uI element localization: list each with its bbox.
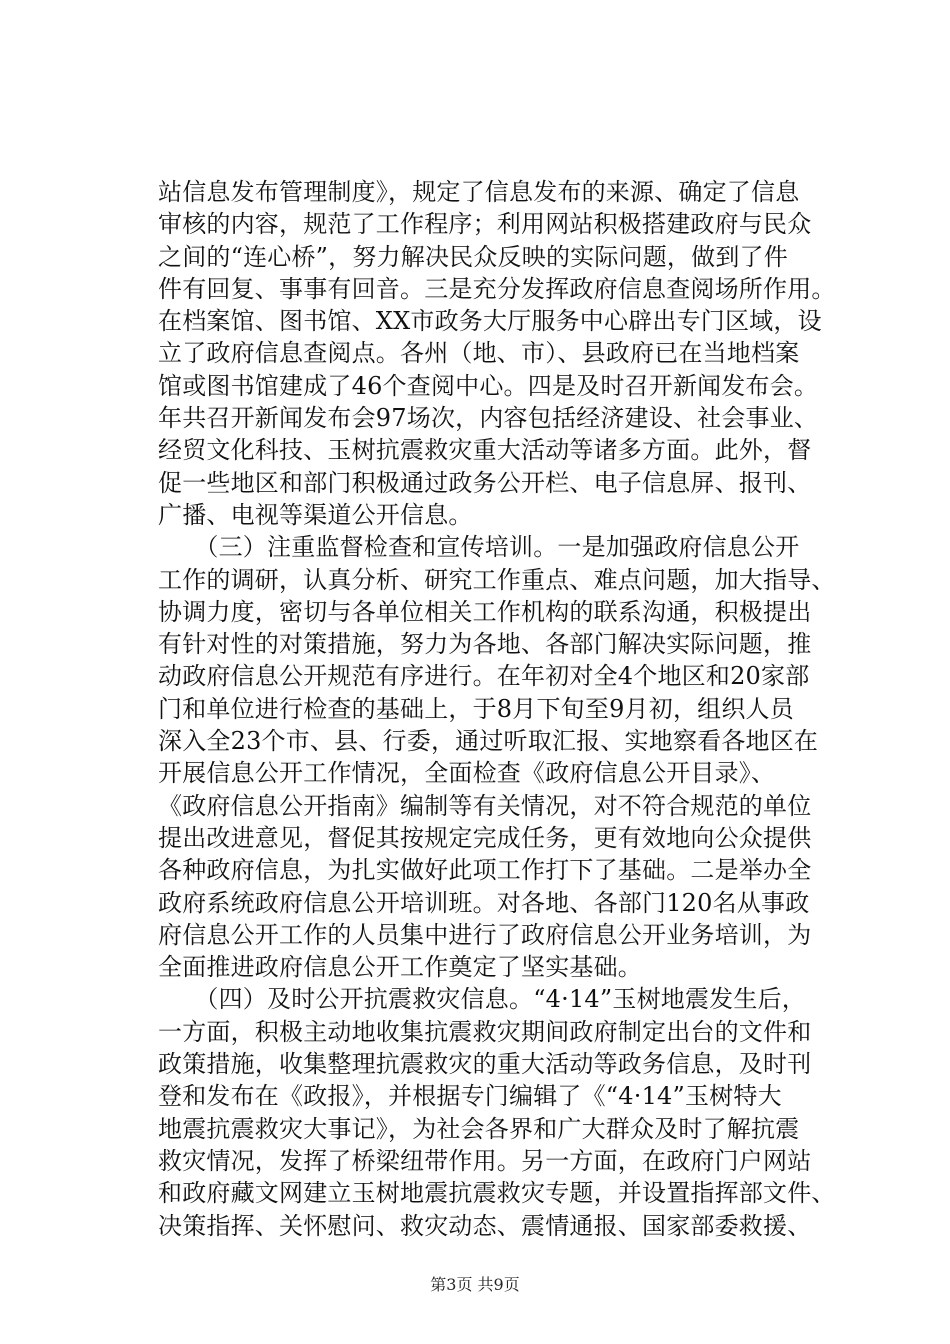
text-line: 在档案馆、图书馆、XX市政务大厅服务中心辟出专门区域，设 xyxy=(158,307,822,336)
text-line: 馆或图书馆建成了46个查阅中心。四是及时召开新闻发布会。 xyxy=(158,371,819,400)
text-line: 立了政府信息查阅点。各州（地、市）、县政府已在当地档案 xyxy=(158,339,800,368)
text-line: 之间的“连心桥”，努力解决民众反映的实际问题，做到了件 xyxy=(158,242,788,271)
text-line: 件有回复、事事有回音。三是充分发挥政府信息查阅场所作用。 xyxy=(158,274,836,303)
text-line: 提出改进意见，督促其按规定完成任务，更有效地向公众提供 xyxy=(158,823,812,852)
section-heading-line: （四）及时公开抗震救灾信息。“4·14”玉树地震发生后， xyxy=(158,985,806,1014)
text-line: 地震抗震救灾大事记》，为社会各界和广大群众及时了解抗震 xyxy=(158,1114,800,1143)
text-line: 动政府信息公开规范有序进行。在年初对全4个地区和20家部 xyxy=(158,662,810,691)
text-line: 工作的调研，认真分析、研究工作重点、难点问题，加大指导、 xyxy=(158,565,836,594)
page-number-footer: 第3页 共9页 xyxy=(430,1275,520,1294)
text-line: 站信息发布管理制度》，规定了信息发布的来源、确定了信息 xyxy=(158,178,800,206)
text-line: 政策措施，收集整理抗震救灾的重大活动等政务信息，及时刊 xyxy=(158,1050,812,1079)
text-line: 政府系统政府信息公开培训班。对各地、各部门120名从事政 xyxy=(158,888,810,917)
text-line: 登和发布在《政报》，并根据专门编辑了《“4·14”玉树特大 xyxy=(158,1082,782,1111)
text-line: 决策指挥、关怀慰问、救灾动态、震情通报、国家部委救援、 xyxy=(158,1211,812,1240)
text-line: 各种政府信息，为扎实做好此项工作打下了基础。二是举办全 xyxy=(158,856,812,885)
section-heading-line: （三）注重监督检查和宣传培训。一是加强政府信息公开 xyxy=(158,533,800,562)
text-line: 协调力度，密切与各单位相关工作机构的联系沟通，积极提出 xyxy=(158,597,812,626)
text-line: 广播、电视等渠道公开信息。 xyxy=(158,500,473,529)
text-line: 一方面，积极主动地收集抗震救灾期间政府制定出台的文件和 xyxy=(158,1017,812,1046)
text-line: 府信息公开工作的人员集中进行了政府信息公开业务培训，为 xyxy=(158,920,812,949)
text-line: 救灾情况，发挥了桥梁纽带作用。另一方面，在政府门户网站 xyxy=(158,1146,812,1175)
text-line: 经贸文化科技、玉树抗震救灾重大活动等诸多方面。此外，督 xyxy=(158,436,812,465)
text-line: 促一些地区和部门积极通过政务公开栏、电子信息屏、报刊、 xyxy=(158,468,812,497)
text-line: 有针对性的对策措施，努力为各地、各部门解决实际问题，推 xyxy=(158,630,812,659)
text-line: 门和单位进行检查的基础上，于8月下旬至9月初，组织人员 xyxy=(158,694,794,723)
text-line: 开展信息公开工作情况，全面检查《政府信息公开目录》、 xyxy=(158,759,776,788)
text-line: 年共召开新闻发布会97场次，内容包括经济建设、社会事业、 xyxy=(158,404,819,433)
body-text xyxy=(158,176,836,1242)
text-line: 《政府信息公开指南》编制等有关情况，对不符合规范的单位 xyxy=(158,791,812,820)
text-line: 全面推进政府信息公开工作奠定了坚实基础。 xyxy=(158,953,642,982)
text-line: 深入全23个市、县、行委，通过听取汇报、实地察看各地区在 xyxy=(158,727,819,756)
text-line: 和政府藏文网建立玉树地震抗震救灾专题，并设置指挥部文件、 xyxy=(158,1179,836,1208)
text-line: 审核的内容，规范了工作程序；利用网站积极搭建政府与民众 xyxy=(158,210,812,239)
